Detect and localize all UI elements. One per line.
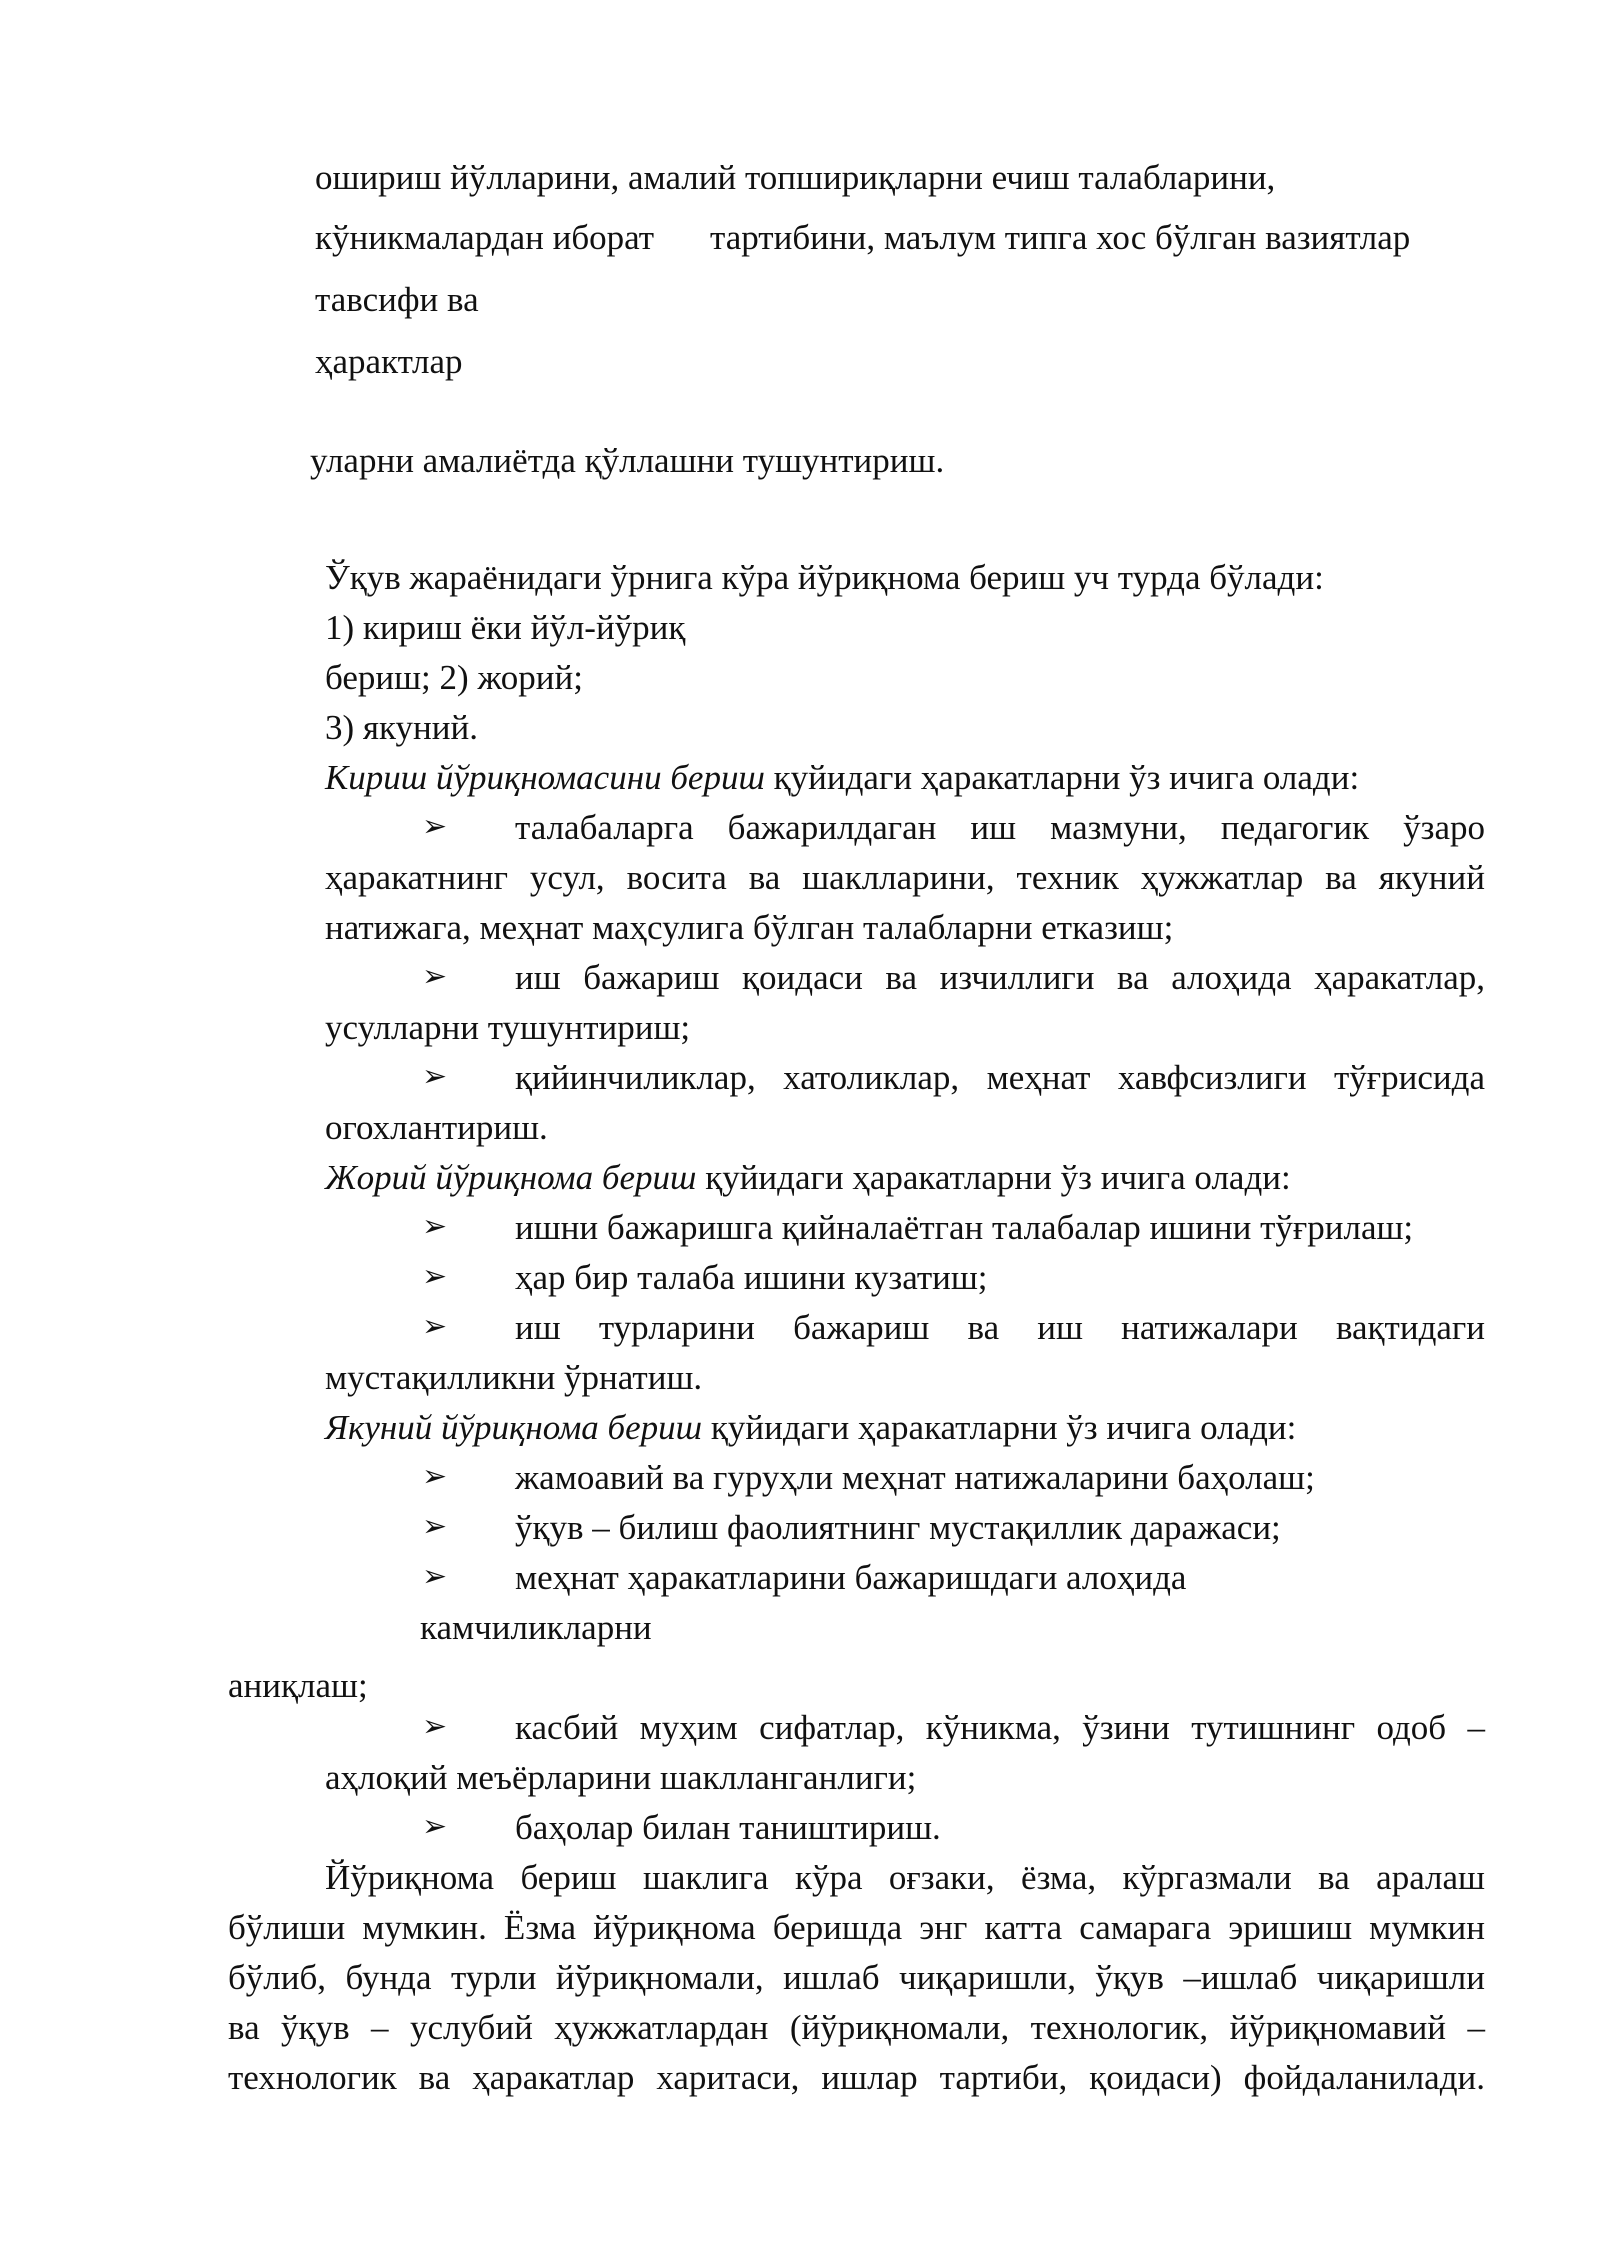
- bullet-arrow-icon: ➢: [422, 1309, 448, 1344]
- bullet-text-cont: ҳаракатнинг усул, восита ва шаклларини, техник ҳужжатлар ва якуний: [325, 858, 1485, 897]
- section-heading-rest: қуйидаги ҳаракатларни ўз ичига олади:: [702, 1408, 1297, 1447]
- bullet-text: қийинчиликлар, хатоликлар, меҳнат хавфсизлиги тўғрисида: [515, 1058, 1485, 1097]
- bullet-text: меҳнат ҳаракатларини бажаришдаги алоҳида: [515, 1558, 1187, 1597]
- bullet-arrow-icon: ➢: [422, 1709, 448, 1744]
- section-heading-rest: қуйидаги ҳаракатларни ўз ичига олади:: [764, 758, 1360, 797]
- bullet-text: иш бажариш қоидаси ва изчиллиги ва алоҳида ҳаракатлар,: [515, 958, 1485, 997]
- bullet-text: иш турларини бажариш ва иш натижалари вақтидаги: [515, 1308, 1485, 1347]
- bullet-text-cont: камчиликларни: [420, 1608, 652, 1647]
- section-heading-intro: [325, 760, 1359, 795]
- bullet-text: ҳар бир талаба ишини кузатиш;: [515, 1258, 988, 1297]
- section-heading-rest: қуйидаги ҳаракатларни ўз ичига олади:: [696, 1158, 1291, 1197]
- paragraph-closing-line: бўлиши мумкин. Ёзма йўриқнома беришда энг катта самарага эришиш мумкин: [228, 1908, 1485, 1947]
- bullet-text: баҳолар билан таништириш.: [515, 1808, 941, 1847]
- section-heading-current: [325, 1160, 1291, 1195]
- bullet-arrow-icon: ➢: [422, 1059, 448, 1094]
- section-heading-final: [325, 1410, 1296, 1445]
- section-heading-italic: Якуний йўриқнома бериш: [325, 1408, 703, 1447]
- bullet-arrow-icon: ➢: [422, 1809, 448, 1844]
- paragraph-closing-line: ва ўқув – услубий ҳужжатлардан (йўриқномали, технологик, йўриқномавий –: [228, 2008, 1485, 2047]
- bullet-arrow-icon: ➢: [422, 1509, 448, 1544]
- bullet-text: жамоавий ва гуруҳли меҳнат натижаларини баҳолаш;: [515, 1458, 1315, 1497]
- paragraph-intro: Ўқув жараёнидаги ўрнига кўра йўриқнома бериш уч турда бўлади:: [325, 558, 1324, 597]
- section-heading-italic: Жорий йўриқнома бериш: [325, 1158, 697, 1197]
- paragraph-closing-line: бўлиб, бунда турли йўриқномали, ишлаб чиқаришли, ўқув –ишлаб чиқаришли: [228, 1958, 1485, 1997]
- list-item-1-cont: бериш; 2) жорий;: [325, 658, 583, 697]
- bullet-text: ишни бажаришга қийналаётган талабалар ишини тўғрилаш;: [515, 1208, 1414, 1247]
- bullet-text-cont: мустақилликни ўрнатиш.: [325, 1358, 703, 1397]
- text-line: тартибини, маълум типга хос бўлган вазиятлар: [710, 218, 1411, 257]
- text-line: уларни амалиётда қўллашни тушунтириш.: [310, 441, 945, 480]
- paragraph-closing-line: технологик ва ҳаракатлар харитаси, ишлар тартиби, қоидаси) фойдаланилади.: [228, 2058, 1485, 2097]
- bullet-text-cont: усулларни тушунтириш;: [325, 1008, 691, 1047]
- bullet-text: талабаларга бажарилдаган иш мазмуни, педагогик ўзаро: [515, 808, 1485, 847]
- list-item-1: 1) кириш ёки йўл-йўриқ: [325, 608, 686, 647]
- bullet-arrow-icon: ➢: [422, 1209, 448, 1244]
- bullet-text-cont: аҳлоқий меъёрларини шаклланганлиги;: [325, 1758, 917, 1797]
- bullet-text: касбий муҳим сифатлар, кўникма, ўзини тутишнинг одоб –: [515, 1708, 1485, 1747]
- list-item-3: 3) якуний.: [325, 708, 478, 747]
- bullet-text-cont: натижага, меҳнат маҳсулига бўлган талабларни етказиш;: [325, 908, 1174, 947]
- text-line: тавсифи ва: [315, 280, 479, 319]
- bullet-arrow-icon: ➢: [422, 809, 448, 844]
- paragraph-closing: Йўриқнома бериш шаклига кўра оғзаки, ёзма, кўргазмали ва аралаш: [325, 1858, 1485, 1897]
- bullet-arrow-icon: ➢: [422, 1459, 448, 1494]
- bullet-text-cont: огохлантириш.: [325, 1108, 548, 1147]
- bullet-arrow-icon: ➢: [422, 1259, 448, 1294]
- bullet-arrow-icon: ➢: [422, 1559, 448, 1594]
- bullet-text: ўқув – билиш фаолиятнинг мустақиллик даражаси;: [515, 1508, 1281, 1547]
- text-line: кўникмалардан иборат: [315, 218, 655, 257]
- section-heading-italic: Кириш йўриқномасини бериш: [325, 758, 765, 797]
- bullet-text-cont: аниқлаш;: [228, 1666, 368, 1705]
- text-line: ҳарактлар: [315, 342, 463, 381]
- text-line: ошириш йўлларини, амалий топшириқларни ечиш талабларини,: [315, 158, 1276, 197]
- bullet-arrow-icon: ➢: [422, 959, 448, 994]
